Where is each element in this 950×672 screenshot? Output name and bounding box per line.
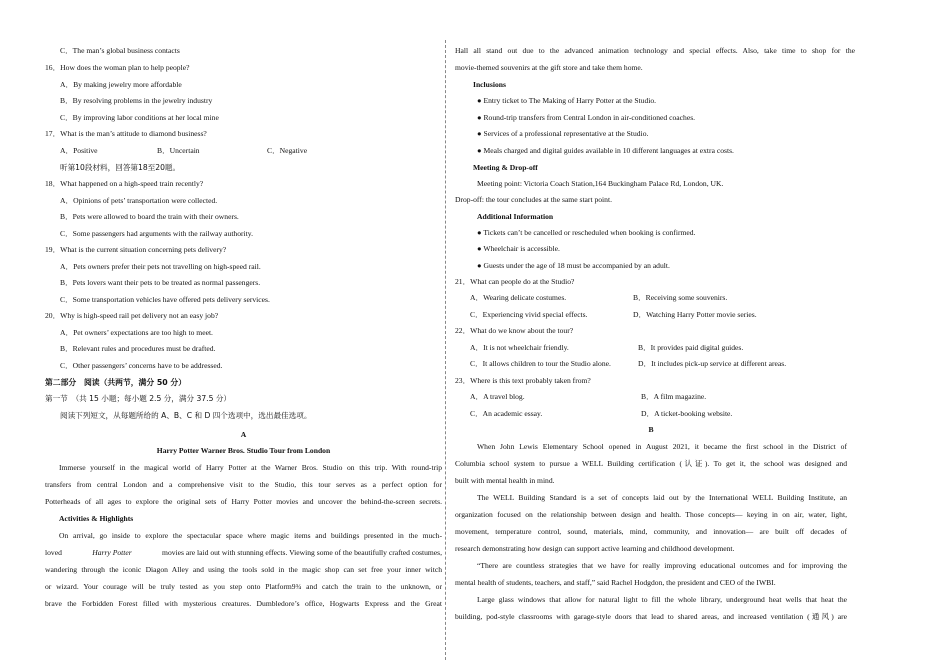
passage-b-p4-line2: building, pod-style classrooms with garage-style doors that lead to shared areas, and increased ventilation (通风) are [455, 612, 847, 621]
activities-heading: Activities & Highlights [59, 514, 134, 523]
q16-option-a: A．By making jewelry more affordable [60, 80, 182, 89]
q17-option-b: B．Uncertain [157, 146, 200, 155]
passage-a-p1-line1: Immerse yourself in the magical world of Harry Potter at the Warner Bros. Studio on this trip. With round-trip [59, 463, 442, 472]
column-divider [445, 40, 446, 660]
passage-b-p4-line1: Large glass windows that allow for natural light to fill the whole library, underground heat wells that heat the [477, 595, 847, 604]
passage-b-p1-line2: Columbia school system to pursue a WELL Building certification (认证). To get it, the school was designed and [455, 459, 847, 468]
passage-b-label: B [648, 425, 654, 434]
inclusion-item-3: ● Services of a professional representative at the Studio. [477, 129, 649, 138]
q18-option-c: C．Some passengers had arguments with the railway authority. [60, 229, 253, 238]
passage-a-label: A [240, 430, 247, 439]
passage-b-p2-line4: research demonstrating how design can support active learning and childhood development. [455, 544, 735, 553]
q23-option-c: C．An academic essay. [470, 409, 543, 418]
reading-instruction: 阅读下列短文，从每题所给的 A、B、C 和 D 四个选项中，选出最佳选项。 [60, 411, 312, 420]
q17-stem: 17．What is the man’s attitude to diamond business? [45, 129, 207, 138]
q22-option-b: B．It provides paid digital guides. [638, 343, 744, 352]
additional-info-heading: Additional Information [477, 212, 554, 221]
p2-line2-start: loved [45, 548, 62, 557]
q18-option-a: A．Opinions of pets’ transportation were collected. [60, 196, 218, 205]
passage-b-p3-line2: mental health of students, teachers, and staff,” said Rachel Hodgdon, the president and CEO of the IWBI. [455, 578, 776, 587]
movie-title-italic: Harry Potter [92, 548, 132, 557]
q22-stem: 22．What do we know about the tour? [455, 326, 574, 335]
q23-option-a: A．A travel blog. [470, 392, 525, 401]
passage-b-p2-line3: movement, temperature control, sound, materials, mind, community, and innovation— are built off decades of [455, 527, 847, 536]
passage-b-p1-line3: built with mental health in mind. [455, 476, 555, 485]
q21-option-c: C．Experiencing vivid special effects. [470, 310, 588, 319]
passage-a-p2-line7: movie-themed souvenirs at the gift store and take them home. [455, 63, 643, 72]
q16-stem: 16．How does the woman plan to help people? [45, 63, 190, 72]
part-two-heading: 第二部分 阅读（共两节，满分 50 分） [45, 378, 187, 387]
q21-option-b: B．Receiving some souvenirs. [633, 293, 728, 302]
listening-instruction: 听第10段材料，回答第18至20题。 [60, 163, 181, 172]
q20-stem: 20．Why is high-speed rail pet delivery not an easy job? [45, 311, 219, 320]
q23-option-d: D．A ticket-booking website. [641, 409, 733, 418]
passage-b-p2-line1: The WELL Building Standard is a set of concepts laid out by the International WELL Building Institute, an [477, 493, 847, 502]
q22-option-d: D．It includes pick-up service at different areas. [638, 359, 787, 368]
q19-option-a: A．Pets owners prefer their pets not travelling on high-speed rail. [60, 262, 261, 271]
q19-stem: 19．What is the current situation concerning pets delivery? [45, 245, 227, 254]
q16-option-b: B．By resolving problems in the jewelry industry [60, 96, 213, 105]
additional-item-2: ● Wheelchair is accessible. [477, 244, 560, 253]
additional-item-3: ● Guests under the age of 18 must be accompanied by an adult. [477, 261, 670, 270]
q18-stem: 18．What happened on a high-speed train recently? [45, 179, 204, 188]
passage-a-title: Harry Potter Warner Bros. Studio Tour from London [156, 446, 331, 455]
passage-a-p2-line5: brave the Forbidden Forest filled with mysterious creatures. Dumbledore’s office, Hogwarts Express and the Great [45, 599, 442, 608]
section-one-heading: 第一节 （共 15 小题；每小题 2.5 分，满分 37.5 分） [45, 394, 232, 403]
passage-b-p3-line1: “There are countless strategies that we have for really improving educational outcomes and for improving the [477, 561, 847, 570]
q23-option-b: B．A film magazine. [641, 392, 707, 401]
q19-option-b: B．Pets lovers want their pets to be treated as normal passengers. [60, 278, 261, 287]
dropoff-info: Drop-off: the tour concludes at the same start point. [455, 195, 612, 204]
meeting-point: Meeting point: Victoria Coach Station,164 Buckingham Palace Rd, London, UK. [477, 179, 724, 188]
inclusion-item-1: ● Entry ticket to The Making of Harry Potter at the Studio. [477, 96, 657, 105]
q17-option-c: C．Negative [267, 146, 308, 155]
q18-option-b: B．Pets were allowed to board the train with their owners. [60, 212, 239, 221]
inclusion-item-4: ● Meals charged and digital guides available in 10 different languages at extra costs. [477, 146, 734, 155]
q23-stem: 23．Where is this text probably taken from? [455, 376, 591, 385]
passage-a-p2-line4: or wizard. Your courage will be truly tested as you step onto Platform9¾ and catch the train to the unknown, or [45, 582, 442, 591]
q22-option-c: C．It allows children to tour the Studio alone. [470, 359, 611, 368]
passage-b-p2-line2: organization focused on the relationship between design and health. Those concepts— keying in on air, water, light, [455, 510, 847, 519]
q17-option-a: A．Positive [60, 146, 98, 155]
p2-line2-end: movies are laid out with stunning effects. Viewing some of the beautifully crafted costumes, [162, 548, 442, 557]
meeting-heading: Meeting & Drop-off [473, 163, 538, 172]
inclusion-item-2: ● Round-trip transfers from Central London in air-conditioned coaches. [477, 113, 696, 122]
q15-option-c: C．The man’s global business contacts [60, 46, 180, 55]
q20-option-c: C．Other passengers’ concerns have to be addressed. [60, 361, 223, 370]
passage-a-p2-line1: On arrival, go inside to explore the spectacular space where magic items and buildings presented in the much- [59, 531, 442, 540]
passage-b-p1-line1: When John Lewis Elementary School opened in August 2021, it became the first school in the District of [477, 442, 847, 451]
q22-option-a: A．It is not wheelchair friendly. [470, 343, 569, 352]
passage-a-p2-line6: Hall all stand out due to the advanced animation technology and special effects. Also, take time to shop for the [455, 46, 855, 55]
passage-a-p1-line3: Potterheads of all ages to explore the original sets of Harry Potter movies and uncover the behind-the-screen secrets. [45, 497, 442, 506]
inclusions-heading: Inclusions [473, 80, 506, 89]
passage-a-p1-line2: transfers from central London and a comprehensive visit to the Studio, this tour serves as a perfect option for [45, 480, 442, 489]
q21-option-a: A．Wearing delicate costumes. [470, 293, 567, 302]
q16-option-c: C．By improving labor conditions at her local mine [60, 113, 219, 122]
q19-option-c: C．Some transportation vehicles have offered pets delivery services. [60, 295, 270, 304]
q20-option-b: B．Relevant rules and procedures must be drafted. [60, 344, 216, 353]
additional-item-1: ● Tickets can’t be cancelled or rescheduled when booking is confirmed. [477, 228, 696, 237]
passage-a-p2-line3: wandering through the iconic Diagon Alley and using the tools sold in the magic shop can set free your inner witch [45, 565, 442, 574]
q21-option-d: D．Watching Harry Potter movie series. [633, 310, 757, 319]
q20-option-a: A．Pet owners’ expectations are too high to meet. [60, 328, 213, 337]
passage-a-p2-line2 [45, 548, 442, 558]
q21-stem: 21．What can people do at the Studio? [455, 277, 575, 286]
